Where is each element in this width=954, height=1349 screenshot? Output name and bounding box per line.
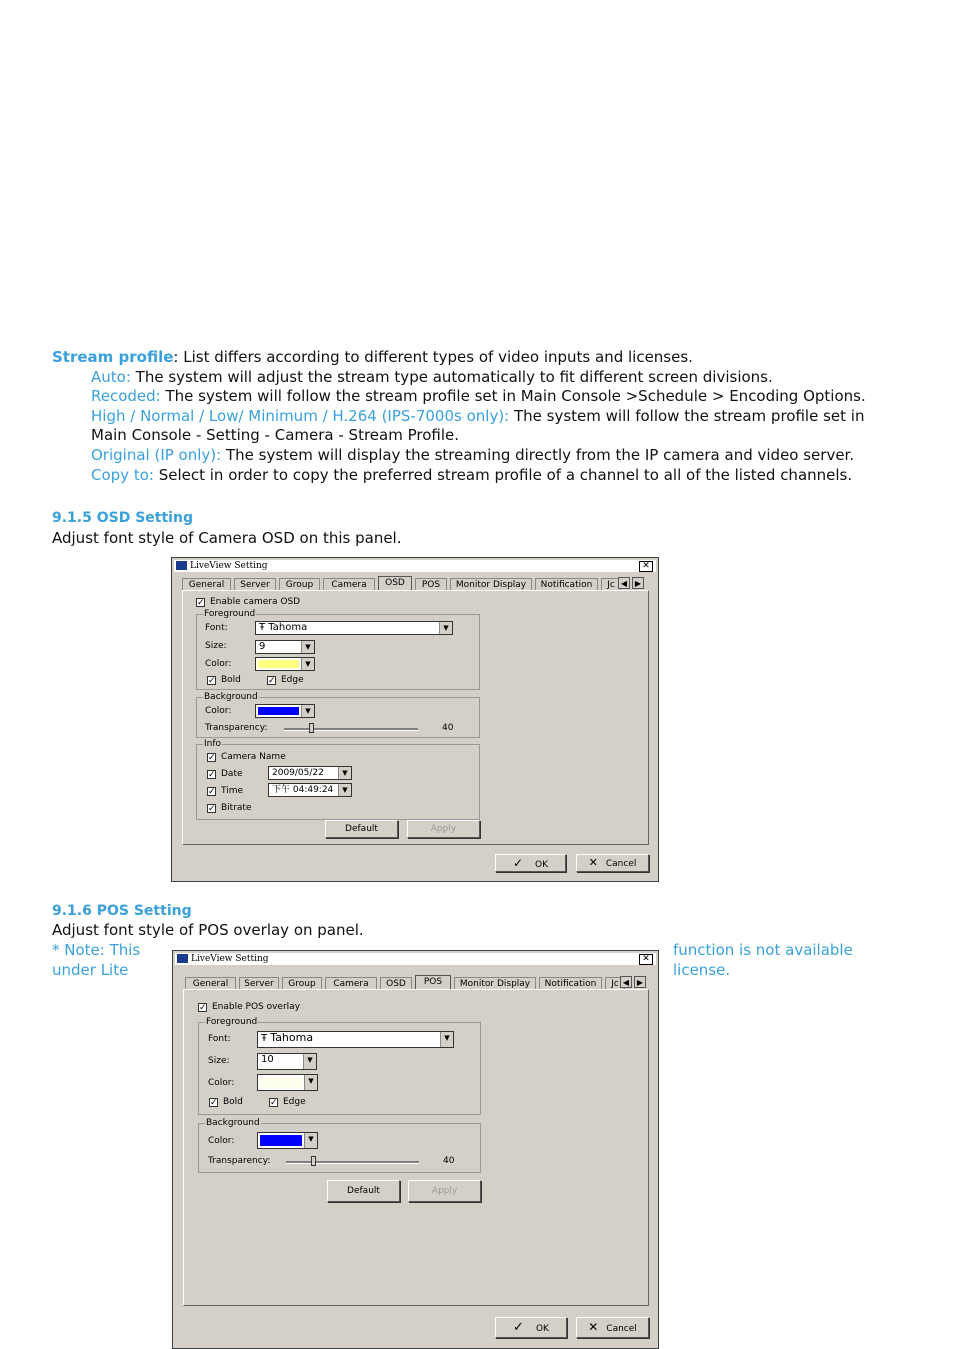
auto-text: The system will adjust the stream type automatically to fit different screen divisions. (130, 368, 773, 386)
check-icon: ✓ (513, 1320, 524, 1335)
transparency-label: Transparency: (208, 1156, 271, 1166)
transparency-slider-thumb[interactable] (309, 723, 314, 733)
enable-osd-checkbox[interactable]: ✓ (197, 598, 205, 608)
original-label: Original (IP only): (91, 446, 222, 464)
chevron-down-icon[interactable]: ▼ (338, 767, 351, 779)
font-label: Font: (205, 623, 228, 633)
recoded-label: Recoded: (91, 387, 161, 405)
tab-jc[interactable]: Jc (605, 977, 625, 989)
tab-server[interactable]: Server (239, 977, 279, 989)
close-button[interactable]: ✕ (639, 954, 653, 965)
osd-dialog (171, 557, 659, 882)
original-line (91, 446, 854, 465)
stream-profile-heading: Stream profile (52, 348, 174, 366)
tab-scroll-right-icon[interactable]: ▶ (634, 976, 646, 988)
cancel-button[interactable] (576, 1317, 649, 1338)
dialog-title: LiveView Setting (191, 954, 269, 964)
tab-notification[interactable]: Notification (539, 977, 602, 989)
size-value: 9 (259, 641, 266, 652)
copy-line (91, 466, 852, 485)
bg-color-swatch (258, 707, 299, 715)
chevron-down-icon[interactable]: ▼ (301, 705, 314, 717)
truetype-icon: Ŧ (259, 622, 266, 633)
fg-color-picker[interactable] (257, 1074, 318, 1091)
background-label: Background (204, 692, 258, 702)
date-format-select[interactable] (268, 766, 352, 780)
chevron-down-icon[interactable]: ▼ (304, 1133, 317, 1148)
tab-camera[interactable]: Camera (323, 578, 375, 590)
close-button[interactable]: ✕ (639, 561, 653, 572)
background-label: Background (206, 1118, 260, 1128)
ok-label: OK (535, 1324, 549, 1334)
pos-section-title: 9.1.6 POS Setting (52, 903, 192, 919)
time-value: 下午 04:49:24 (272, 785, 334, 795)
high-label: High / Normal / Low/ Minimum / H.264 (IPS-7000s only): (91, 407, 510, 425)
bold-label: Bold (221, 675, 241, 685)
transparency-slider-thumb[interactable] (311, 1156, 316, 1166)
chevron-down-icon[interactable]: ▼ (304, 1075, 317, 1090)
cancel-button[interactable] (576, 854, 649, 872)
high-text: The system will follow the stream profile set in (509, 407, 865, 425)
size-select[interactable] (255, 640, 315, 654)
ok-button[interactable] (495, 1317, 567, 1338)
tab-scroll-left-icon[interactable]: ◀ (620, 976, 632, 988)
color-label: Color: (205, 659, 232, 669)
time-label: Time (221, 786, 244, 796)
bitrate-label: Bitrate (221, 803, 252, 813)
apply-button[interactable]: Apply (407, 820, 480, 838)
camera-name-checkbox[interactable]: ✓ (208, 753, 216, 763)
fg-color-swatch (258, 660, 299, 668)
pos-note-left-2: under Lite (52, 961, 129, 979)
cancel-x-icon: ✕ (588, 1320, 599, 1334)
foreground-label: Foreground (204, 609, 256, 619)
time-checkbox[interactable]: ✓ (208, 787, 216, 797)
auto-line (91, 368, 773, 387)
pos-note-right-2: license. (673, 961, 731, 979)
bold-checkbox[interactable]: ✓ (210, 1098, 218, 1108)
app-icon (177, 954, 188, 963)
edge-checkbox[interactable]: ✓ (268, 676, 276, 686)
bitrate-checkbox[interactable]: ✓ (208, 804, 216, 814)
stream-profile-line (52, 348, 693, 367)
bg-color-label: Color: (205, 706, 232, 716)
tab-bar (183, 975, 653, 989)
date-label: Date (221, 769, 243, 779)
font-select[interactable] (255, 621, 453, 635)
copy-label: Copy to: (91, 466, 154, 484)
tab-general[interactable]: General (182, 578, 231, 590)
osd-section-title: 9.1.5 OSD Setting (52, 510, 193, 526)
recoded-line (91, 387, 866, 406)
pos-dialog (172, 950, 659, 1349)
date-checkbox[interactable]: ✓ (208, 770, 216, 780)
fg-color-picker[interactable] (255, 657, 315, 671)
truetype-icon: Ŧ (261, 1033, 268, 1044)
pos-note-left-1: * Note: This (52, 941, 141, 959)
pos-section-desc: Adjust font style of POS overlay on panel. (52, 921, 364, 939)
bold-label: Bold (223, 1097, 243, 1107)
ok-button[interactable] (495, 854, 566, 872)
font-label: Font: (208, 1034, 231, 1044)
transparency-slider[interactable] (284, 728, 418, 731)
chevron-down-icon[interactable]: ▼ (301, 658, 314, 670)
camera-name-label: Camera Name (221, 752, 286, 762)
tab-bar (182, 576, 652, 590)
tab-scroll-left-icon[interactable]: ◀ (618, 577, 630, 589)
transparency-value: 40 (443, 1156, 455, 1166)
tab-pos[interactable]: POS (415, 578, 447, 590)
bg-color-picker[interactable] (255, 704, 315, 718)
tab-general[interactable]: General (185, 977, 236, 989)
color-label: Color: (208, 1078, 235, 1088)
tab-scroll-right-icon[interactable]: ▶ (632, 577, 644, 589)
high-line-2: Main Console - Setting - Camera - Stream Profile. (91, 426, 459, 444)
cancel-x-icon: ✕ (588, 856, 598, 869)
ok-label: OK (535, 860, 549, 870)
pos-note-right-1: function is not available (673, 941, 853, 959)
font-value: Tahoma (268, 622, 308, 633)
size-label: Size: (205, 641, 227, 651)
transparency-label: Transparency: (205, 723, 268, 733)
size-value: 10 (261, 1054, 274, 1065)
chevron-down-icon[interactable]: ▼ (439, 622, 452, 634)
font-value: Tahoma (270, 1031, 314, 1044)
chevron-down-icon[interactable]: ▼ (440, 1032, 453, 1047)
chevron-down-icon[interactable]: ▼ (301, 641, 314, 653)
tab-jc[interactable]: Jc (601, 578, 621, 590)
size-label: Size: (208, 1056, 230, 1066)
app-icon (176, 561, 187, 570)
default-button[interactable]: Default (327, 1180, 400, 1202)
bg-color-label: Color: (208, 1136, 235, 1146)
info-label: Info (204, 739, 222, 749)
date-value: 2009/05/22 (272, 768, 324, 778)
time-format-select[interactable] (268, 783, 352, 797)
enable-pos-label: Enable POS overlay (212, 1002, 301, 1012)
chevron-down-icon[interactable]: ▼ (303, 1054, 316, 1069)
stream-profile-desc: : List differs according to different types of video inputs and licenses. (173, 348, 693, 366)
foreground-label: Foreground (206, 1017, 258, 1027)
edge-checkbox[interactable]: ✓ (270, 1098, 278, 1108)
tab-camera[interactable]: Camera (325, 977, 377, 989)
default-button[interactable]: Default (325, 820, 398, 838)
title-bar (175, 953, 656, 965)
enable-pos-checkbox[interactable]: ✓ (199, 1003, 207, 1013)
tab-group[interactable]: Group (282, 977, 322, 989)
bg-color-picker[interactable] (257, 1132, 318, 1149)
font-select[interactable] (257, 1031, 454, 1048)
high-line (91, 407, 864, 426)
copy-text: Select in order to copy the preferred stream profile of a channel to all of the listed channels. (153, 466, 853, 484)
transparency-slider[interactable] (286, 1161, 419, 1164)
check-icon: ✓ (512, 856, 524, 870)
bold-checkbox[interactable]: ✓ (208, 676, 216, 686)
enable-osd-label: Enable camera OSD (210, 597, 301, 607)
tab-monitor-display[interactable]: Monitor Display (450, 578, 532, 590)
apply-button[interactable]: Apply (408, 1180, 481, 1202)
bg-color-swatch (260, 1135, 302, 1146)
tab-notification[interactable]: Notification (535, 578, 598, 590)
cancel-label: Cancel (605, 859, 637, 869)
auto-label: Auto: (91, 368, 131, 386)
cancel-label: Cancel (606, 1324, 637, 1334)
fg-color-swatch (260, 1077, 302, 1088)
edge-label: Edge (281, 675, 304, 685)
tab-group[interactable]: Group (279, 578, 320, 590)
tab-osd[interactable]: OSD (378, 576, 412, 590)
recoded-text: The system will follow the stream profile set in Main Console >Schedule > Encoding Options. (160, 387, 866, 405)
title-bar (174, 560, 656, 572)
dialog-title: LiveView Setting (190, 561, 268, 571)
tab-pos[interactable]: POS (415, 975, 451, 989)
edge-label: Edge (283, 1097, 306, 1107)
tab-server[interactable]: Server (234, 578, 276, 590)
chevron-down-icon[interactable]: ▼ (338, 784, 351, 796)
original-text: The system will display the streaming directly from the IP camera and video server. (221, 446, 855, 464)
tab-osd[interactable]: OSD (380, 977, 412, 989)
tab-monitor-display[interactable]: Monitor Display (454, 977, 536, 989)
osd-section-desc: Adjust font style of Camera OSD on this panel. (52, 529, 402, 547)
transparency-value: 40 (442, 723, 454, 733)
size-select[interactable] (257, 1053, 317, 1070)
